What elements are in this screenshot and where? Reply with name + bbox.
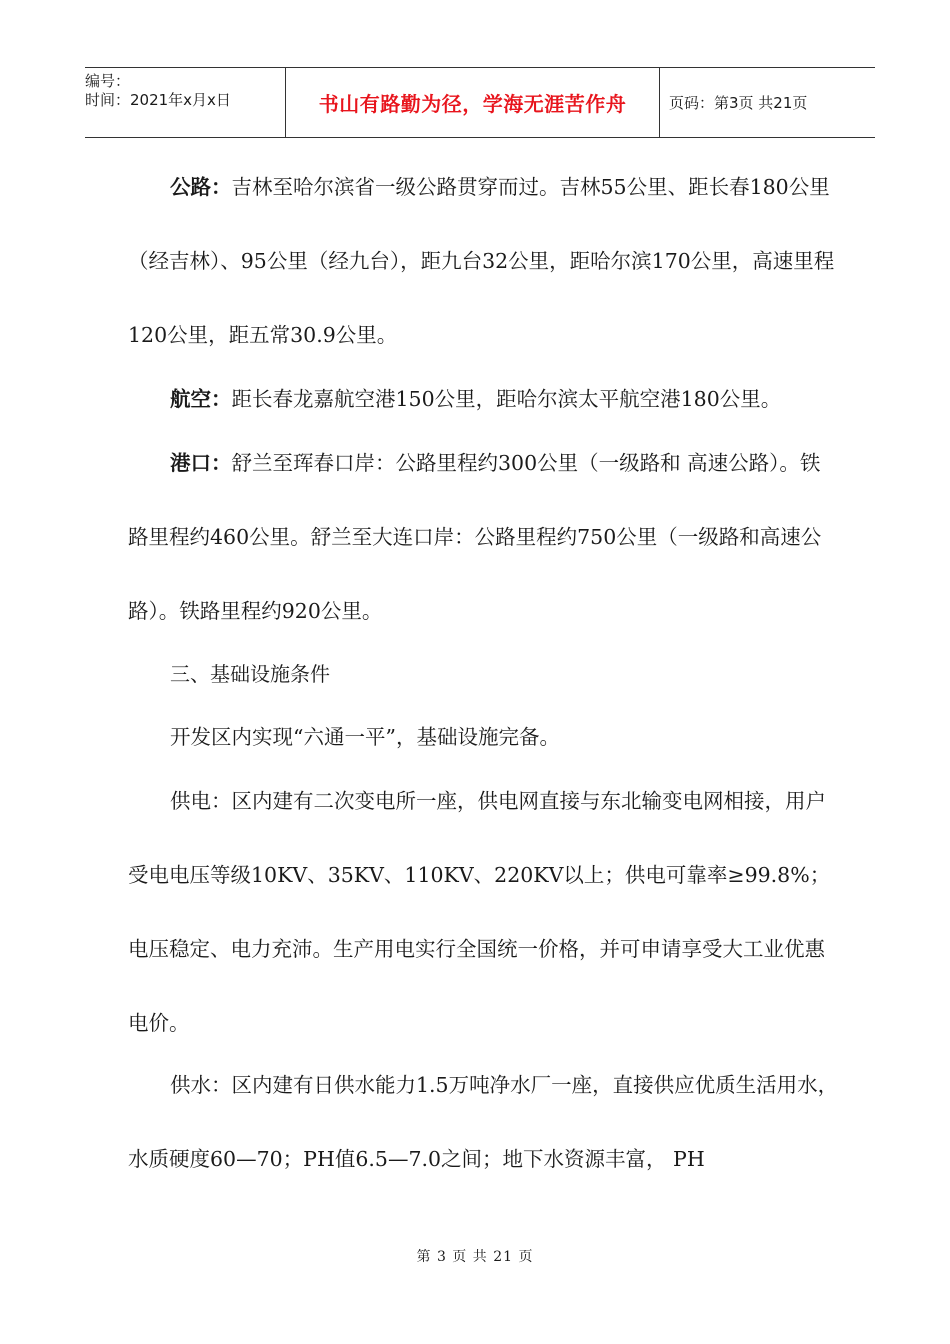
road-text: 吉林至哈尔滨省一级公路贯穿而过。吉林55公里、距长春180公里（经吉林）、95公里（经九台），距九台32公里，距哈尔滨170公里，高速里程120公里，距五常30.9公里。 xyxy=(128,175,835,347)
page-footer: 第 3 页 共 21 页 xyxy=(416,1249,534,1265)
air-text: 距长春龙嘉航空港150公里，距哈尔滨太平航空港180公里。 xyxy=(231,387,782,411)
intro-paragraph: 开发区内实现“六通一平”，基础设施完备。 xyxy=(170,725,560,749)
port-text: 舒兰至珲春口岸：公路里程约300公里（一级路和 高速公路）。铁路里程约460公里。舒兰至大连口岸：公路里程约750公里（一级路和高速公路）。铁路里程约920公里。 xyxy=(128,451,822,623)
header-motto-cell xyxy=(285,68,660,137)
water-paragraph: 供水：区内建有日供水能力1.5万吨净水厂一座，直接供应优质生活用水，水质硬度60—70；PH值6.5—7.0之间；地下水资源丰富， PH xyxy=(128,1073,839,1171)
air-keyword: 航空： xyxy=(170,387,232,411)
page-header xyxy=(85,67,875,138)
header-page-cell xyxy=(659,68,885,137)
section-heading: 三、基础设施条件 xyxy=(170,662,330,686)
document-date-label: 时间：2021年x月x日 xyxy=(85,91,231,109)
road-paragraph xyxy=(128,150,840,372)
header-page-label: 页码：第3页 共21页 xyxy=(669,94,808,112)
port-keyword: 港口： xyxy=(170,451,232,475)
header-motto: 书山有路勤为径，学海无涯苦作舟 xyxy=(318,92,627,116)
header-meta xyxy=(85,68,285,141)
power-paragraph: 供电：区内建有二次变电所一座，供电网直接与东北输变电网相接，用户受电电压等级10KV、35KV、110KV、220KV以上；供电可靠率≥99.8%；电压稳定、电力充沛。生产用电实行全国统一价格，并可申请享受大工业优惠电价。 xyxy=(128,789,831,1035)
document-number-label: 编号： xyxy=(85,72,131,90)
port-paragraph xyxy=(128,426,840,648)
air-paragraph xyxy=(128,362,840,436)
road-keyword: 公路： xyxy=(170,175,232,199)
